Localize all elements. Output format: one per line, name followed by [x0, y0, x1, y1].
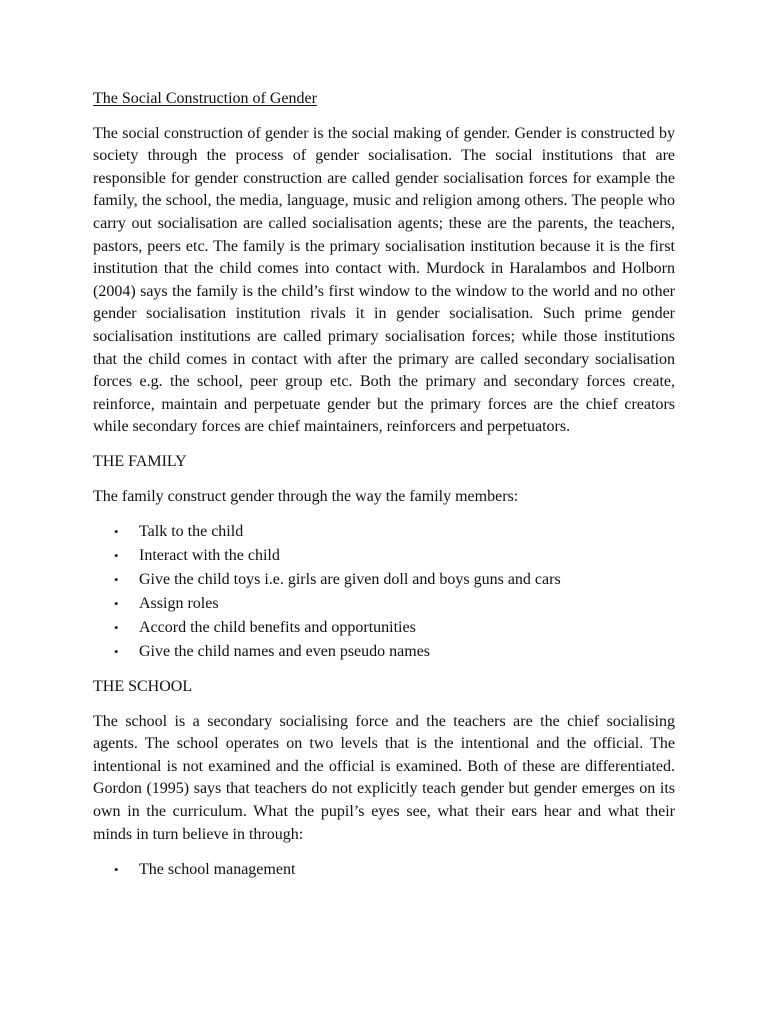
school-heading: THE SCHOOL — [93, 678, 193, 696]
bullet-icon: • — [114, 644, 119, 660]
list-item-text: Talk to the child — [139, 523, 244, 541]
list-item — [93, 544, 675, 568]
intro-paragraph: The social construction of gender is the social making of gender. Gender is constructed by society through the process of gender socialisation. The social institutions that are responsible for gender construction are called gender socialisation forces for example the family, the school, the media, language, music and religion among others. The people who carry out socialisation are called socialisation agents; these are the parents, the teachers, pastors, peers etc. The family is the primary socialisation institution because it is the first institution that the child comes into contact with. Murdock in Haralambos and Holborn (2004) says the family is the child’s first window to the window to the world and no other gender socialisation institution rivals it in gender socialisation. Such prime gender socialisation institutions are called primary socialisation forces; while those institutions that the child comes in contact with after the primary are called secondary socialisation forces e.g. the school, peer group etc. Both the primary and secondary forces create, reinforce, maintain and perpetuate gender but the primary forces are the chief creators while secondary forces are chief maintainers, reinforcers and perpetuators. — [93, 124, 675, 436]
bullet-icon: • — [114, 548, 119, 564]
list-item — [93, 858, 675, 882]
list-item — [93, 592, 675, 616]
list-item — [93, 640, 675, 664]
list-item — [93, 616, 675, 640]
bullet-icon: • — [114, 862, 119, 878]
bullet-icon: • — [114, 620, 119, 636]
list-item-text: Assign roles — [139, 595, 219, 613]
family-heading: THE FAMILY — [93, 452, 187, 470]
family-list — [93, 520, 675, 664]
bullet-icon: • — [114, 572, 119, 588]
family-lead-paragraph: The family construct gender through the way the family members: — [93, 487, 519, 505]
bullet-icon: • — [114, 524, 119, 540]
list-item — [93, 568, 675, 592]
list-item — [93, 520, 675, 544]
document-title: The Social Construction of Gender — [93, 90, 317, 107]
list-item-text: Give the child names and even pseudo names — [139, 643, 431, 661]
bullet-icon: • — [114, 596, 119, 612]
school-list — [93, 858, 675, 882]
list-item-text: The school management — [139, 861, 296, 879]
list-item-text: Interact with the child — [139, 547, 280, 565]
list-item-text: Accord the child benefits and opportunities — [139, 619, 416, 637]
document-page — [93, 88, 675, 894]
list-item-text: Give the child toys i.e. girls are given doll and boys guns and cars — [139, 571, 561, 589]
school-paragraph: The school is a secondary socialising force and the teachers are the chief socialising agents. The school operates on two levels that is the intentional and the official. The intentional is not examined and the official is examined. Both of these are differentiated. Gordon (1995) says that teachers do not explicitly teach gender but gender emerges on its own in the curriculum. What the pupil’s eyes see, what their ears hear and what their minds in turn believe in through: — [93, 712, 675, 843]
